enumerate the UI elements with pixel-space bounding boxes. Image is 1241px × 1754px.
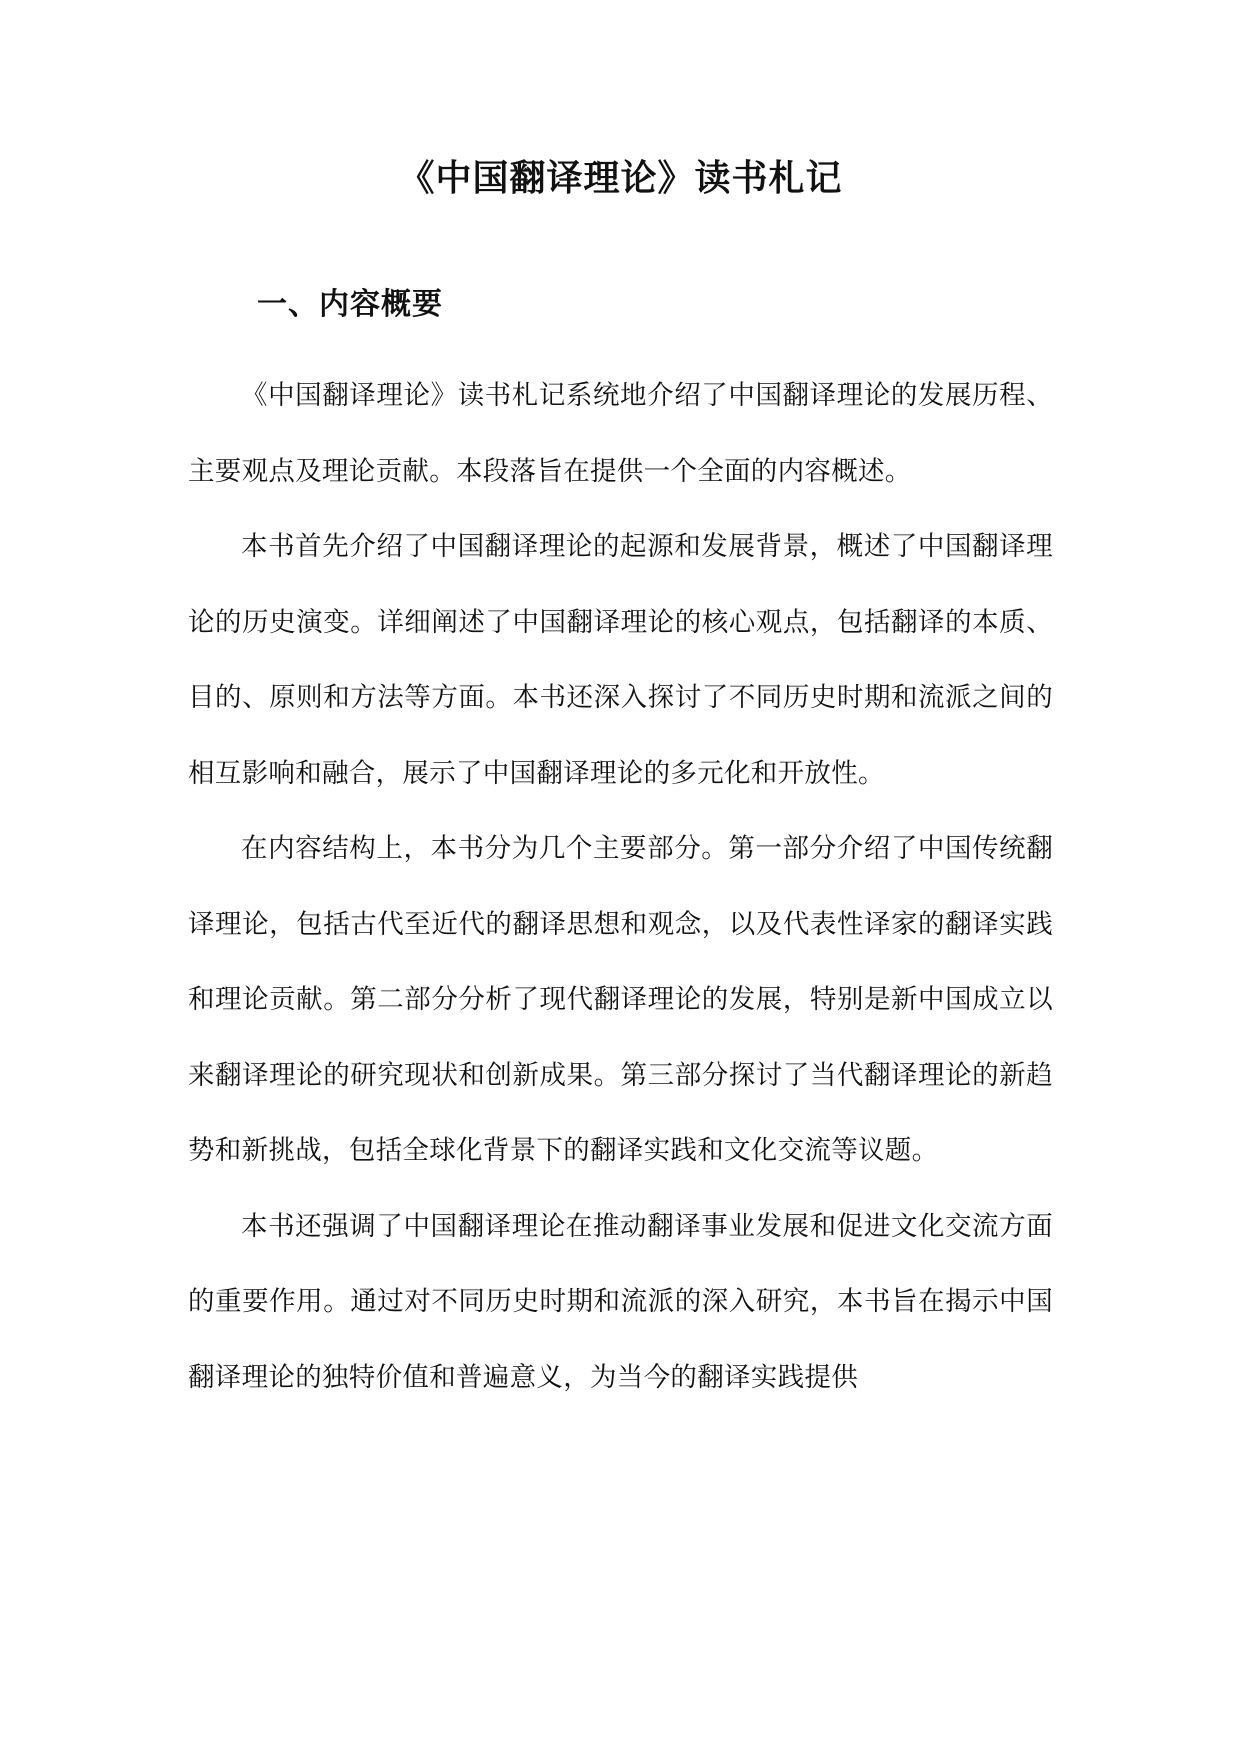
paragraph-3: 在内容结构上，本书分为几个主要部分。第一部分介绍了中国传统翻译理论，包括古代至近代的翻译思想和观念，以及代表性译家的翻译实践和理论贡献。第二部分分析了现代翻译理论的发展，特别是新中国成立以来翻译理论的研究现状和创新成果。第三部分探讨了当代翻译理论的新趋势和新挑战，包括全球化背景下的翻译实践和文化交流等议题。 — [188, 833, 1053, 1166]
body-text — [188, 358, 1053, 1415]
paragraph-4: 本书还强调了中国翻译理论在推动翻译事业发展和促进文化交流方面的重要作用。通过对不同历史时期和流派的深入研究，本书旨在揭示中国翻译理论的独特价值和普遍意义，为当今的翻译实践提供 — [188, 1210, 1053, 1393]
document-title: 《中国翻译理论》读书札记 — [398, 157, 843, 199]
paragraph-1: 《中国翻译理论》读书札记系统地介绍了中国翻译理论的发展历程、主要观点及理论贡献。本段落旨在提供一个全面的内容概述。 — [188, 380, 1053, 487]
paragraph-2: 本书首先介绍了中国翻译理论的起源和发展背景，概述了中国翻译理论的历史演变。详细阐述了中国翻译理论的核心观点，包括翻译的本质、目的、原则和方法等方面。本书还深入探讨了不同历史时期和流派之间的相互影响和融合，展示了中国翻译理论的多元化和开放性。 — [188, 531, 1053, 789]
section-heading: 一、内容概要 — [257, 287, 443, 322]
